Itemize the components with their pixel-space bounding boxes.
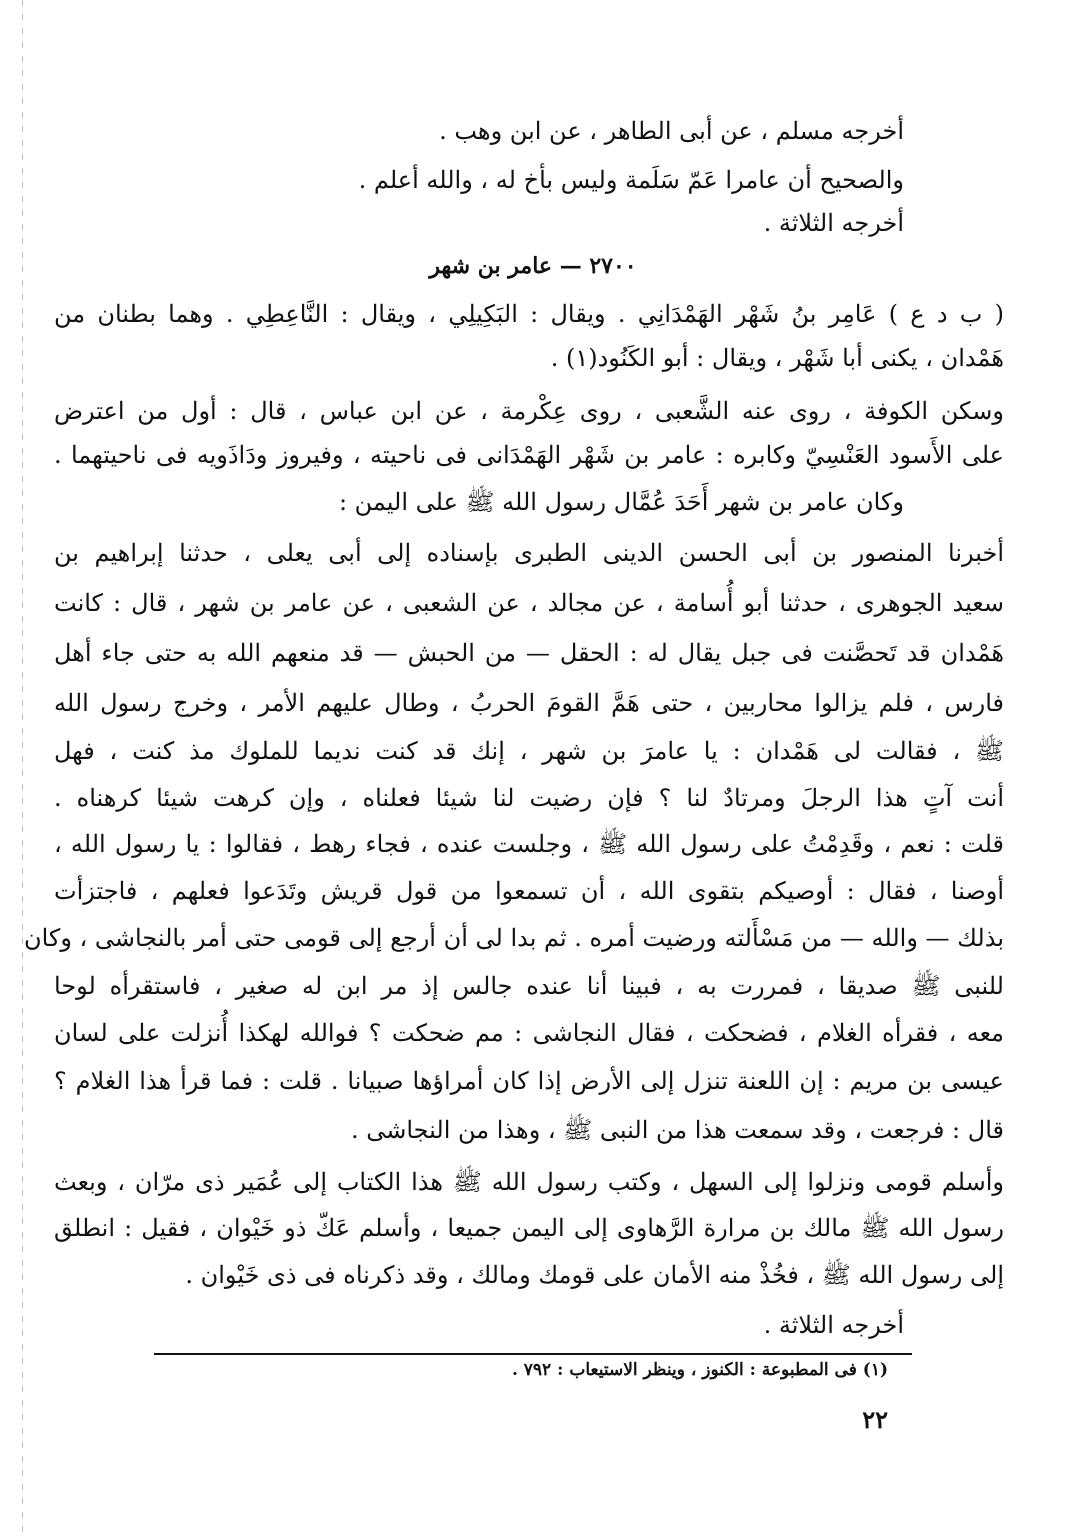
text-line: فارس ، فلم يزالوا محاربين ، حتى هَمَّ القومَ الحربُ ، وطال عليهم الأمر ، وخرج رسول الله [54, 689, 1004, 717]
text-line: أخرجه الثلاثة . [763, 1311, 904, 1339]
text-line: هَمْدان ، يكنى أبا شَهْر ، ويقال : أبو الكَنُود(١) . [550, 344, 1004, 372]
text-line: أخبرنا المنصور بن أبى الحسن الدينى الطبرى بإسناده إلى أبى يعلى ، حدثنا إبراهيم بن [54, 539, 1004, 567]
footnote: (١) فى المطبوعة : الكنوز ، وينظر الاستيعاب : ٧٩٢ . [511, 1360, 888, 1380]
text-line: سعيد الجوهرى ، حدثنا أبو أُسامة ، عن مجالد ، عن الشعبى ، عن عامر بن شهر ، قال : كانت [54, 589, 1004, 617]
text-line: قلت : نعم ، وقَدِمْتُ على رسول الله ﷺ ، وجلست عنده ، فجاء رهط ، فقالوا : يا رسول الله ، [54, 830, 1004, 858]
text-line: أخرجه مسلم ، عن أبى الطاهر ، عن ابن وهب . [439, 117, 904, 145]
text-line: أوصنا ، فقال : أوصيكم بتقوى الله ، أن تسمعوا من قول قريش وتَدَعوا فعلهم ، فاجتزأت [54, 877, 1004, 905]
scan-edge-line [22, 0, 23, 1536]
text-line: ﷺ ، فقالت لى هَمْدان : يا عامرَ بن شهر ، إنك قد كنت نديما للملوك مذ كنت ، فهل [54, 737, 1004, 765]
text-line: والصحيح أن عامرا عَمّ سَلَمة وليس بأخ له ، والله أعلم . [358, 166, 904, 194]
text-line: أنت آتٍ هذا الرجلَ ومرتادٌ لنا ؟ فإن رضيت لنا شيئا فعلناه ، وإن كرهت شيئا كرهناه . [54, 784, 1004, 812]
text-line: إلى رسول الله ﷺ ، فخُذْ منه الأمان على قومك ومالك ، وقد ذكرناه فى ذى خَيْوان . [185, 1261, 1004, 1289]
text-line: وأسلم قومى ونزلوا إلى السهل ، وكتب رسول الله ﷺ هذا الكتاب إلى عُمَير ذى مرّان ، وبعث [54, 1168, 1004, 1196]
text-line: هَمْدان قد تَحصَّنت فى جبل يقال له : الحقل — من الحبش — قد منعهم الله به حتى جاء أهل [54, 639, 1004, 667]
text-line: وكان عامر بن شهر أَحَدَ عُمَّال رسول الله ﷺ على اليمن : [338, 488, 904, 516]
text-line: أخرجه الثلاثة . [763, 209, 904, 237]
text-line: رسول الله ﷺ مالك بن مرارة الرَّهاوى إلى اليمن جميعا ، وأسلم عَكّ ذو خَيْوان ، فقيل : انطلق [54, 1214, 1004, 1242]
page-number: ٢٢ [862, 1405, 888, 1434]
text-line: على الأَسود العَنْسِيّ وكابره : عامر بن شَهْر الهَمْدَانى فى ناحيته ، وفيروز ودَاذَويه فى ناحيتهما . [54, 441, 1004, 469]
text-line: قال : فرجعت ، وقد سمعت هذا من النبى ﷺ ، وهذا من النجاشى . [350, 1116, 1004, 1144]
text-line: ( ب د ع ) عَامِر بنُ شَهْر الهَمْدَانِي . ويقال : البَكِيلِي ، ويقال : النَّاعِطِي . وهما بطنان من [54, 300, 1004, 328]
text-line: معه ، فقرأه الغلام ، فضحكت ، فقال النجاشى : مم ضحكت ؟ فوالله لهكذا أُنزلت على لسان [54, 1019, 1004, 1047]
entry-heading: ٢٧٠٠ — عامر بن شهر [429, 253, 637, 279]
text-line: للنبى ﷺ صديقا ، فمررت به ، فبينا أنا عنده جالس إذ مر ابن له صغير ، فاستقرأه لوحا [54, 972, 1004, 1000]
text-line: عيسى بن مريم : إن اللعنة تنزل إلى الأرض إذا كان أمراؤها صبيانا . قلت : فما قرأ هذا الغلام ؟ [54, 1067, 1004, 1095]
text-line: وسكن الكوفة ، روى عنه الشَّعبى ، روى عِكْرمة ، عن ابن عباس ، قال : أول من اعترض [54, 397, 1005, 425]
footnote-divider [154, 1353, 912, 1355]
text-line: بذلك — والله — من مَسْأَلته ورضيت أمره . ثم بدا لى أن أرجع إلى قومى حتى أمر بالنجاشى ، وكان [23, 924, 1004, 952]
